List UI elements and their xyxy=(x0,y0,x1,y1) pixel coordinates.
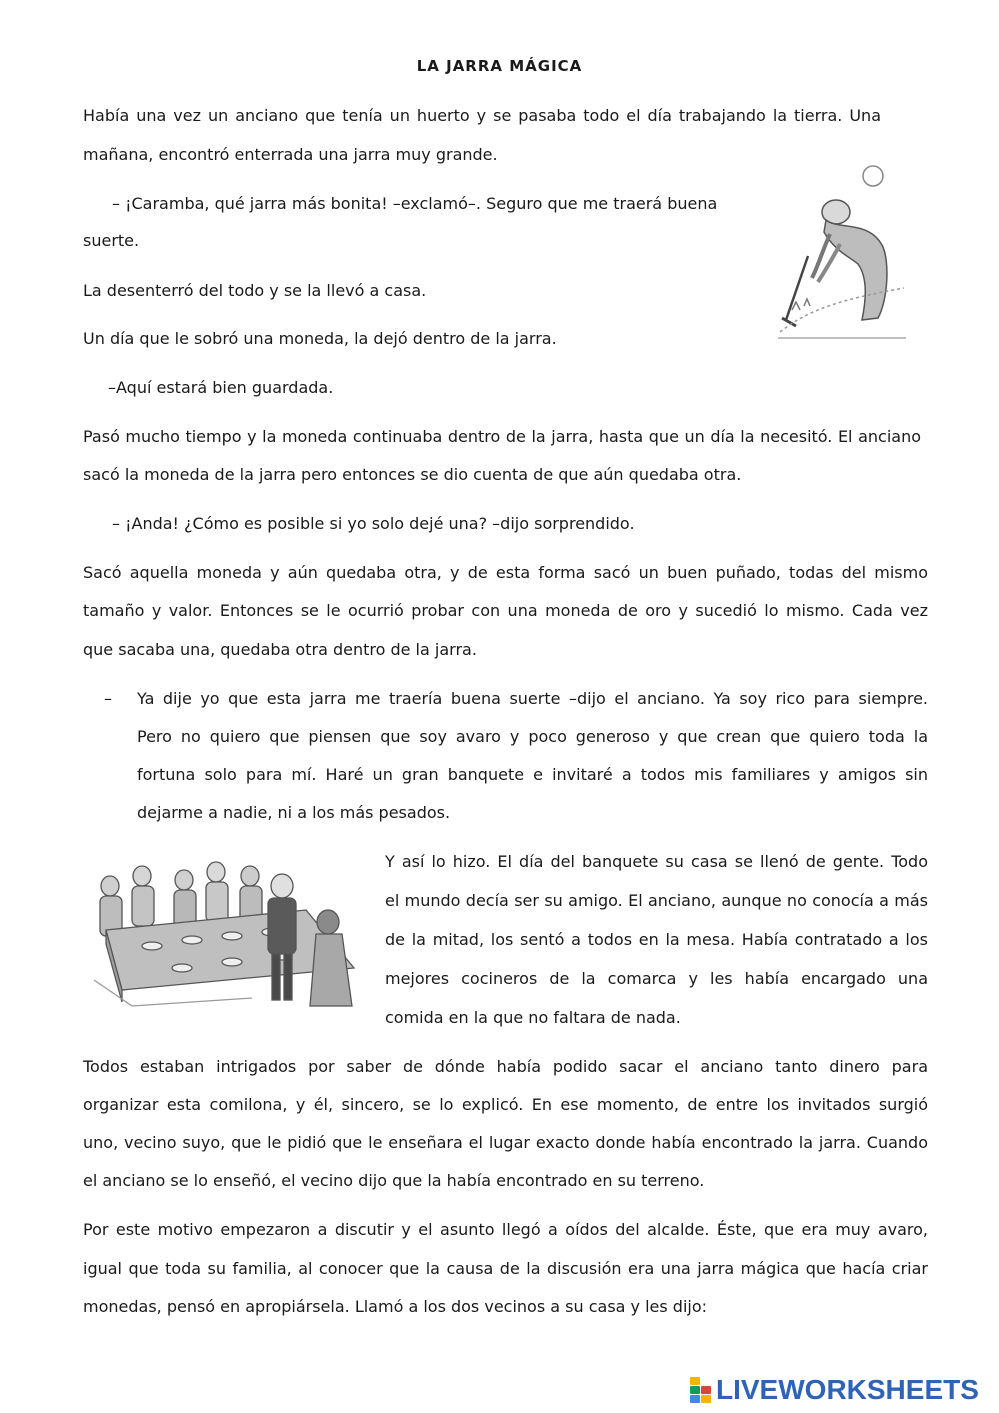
dialogue-line: – ¡Anda! ¿Cómo es posible si yo solo dejé una? –dijo sorprendido. xyxy=(112,514,635,533)
paragraph-line: uno, vecino suyo, que le pidió que le enseñara el lugar exacto donde había encontrado la jarra. Cuando xyxy=(83,1133,928,1152)
brand-name: LIVEWORKSHEETS xyxy=(716,1374,979,1405)
dialogue-line: Pero no quiero que piensen que soy avaro y poco generoso y que crean que quiero toda la xyxy=(137,727,928,746)
paragraph-line: monedas, pensó en apropiársela. Llamó a los dos vecinos a su casa y les dijo: xyxy=(83,1297,708,1316)
paragraph-line: tamaño y valor. Entonces se le ocurrió probar con una moneda de oro y sucedió lo mismo. Cada vez xyxy=(83,601,928,620)
paragraph-line: Por este motivo empezaron a discutir y el asunto llegó a oídos del alcalde. Éste, que era muy avaro, xyxy=(83,1220,928,1239)
dialogue-line: –Aquí estará bien guardada. xyxy=(108,378,334,397)
paragraph-line: Todos estaban intrigados por saber de dónde había podido sacar el anciano tanto dinero para xyxy=(83,1057,928,1076)
paragraph-line: Sacó aquella moneda y aún quedaba otra, y de esta forma sacó un buen puñado, todas del mismo xyxy=(83,563,928,582)
dialogue-line: – ¡Caramba, qué jarra más bonita! –exclamó–. Seguro que me traerá buena xyxy=(112,194,718,213)
paragraph-line: organizar esta comilona, y él, sincero, se lo explicó. En ese momento, de entre los invitados surgió xyxy=(83,1095,928,1114)
paragraph-line: comida en la que no faltara de nada. xyxy=(385,1008,681,1027)
paragraph-line: Pasó mucho tiempo y la moneda continuaba dentro de la jarra, hasta que un día la necesitó. El anciano xyxy=(83,427,921,446)
paragraph-line: Y así lo hizo. El día del banquete su casa se llenó de gente. Todo xyxy=(385,852,928,871)
paragraph-line: de la mitad, los sentó a todos en la mesa. Había contratado a los xyxy=(385,930,928,949)
paragraph-line: mañana, encontró enterrada una jarra muy grande. xyxy=(83,145,498,164)
paragraph-line: el anciano se lo enseñó, el vecino dijo que la había encontrado en su terreno. xyxy=(83,1171,705,1190)
paragraph-line: igual que toda su familia, al conocer que la causa de la discusión era una jarra mágica que hacía criar xyxy=(83,1259,928,1278)
dialogue-line: dejarme a nadie, ni a los más pesados. xyxy=(137,803,451,822)
dialogue-line: Ya dije yo que esta jarra me traería buena suerte –dijo el anciano. Ya soy rico para siempre. xyxy=(137,689,928,708)
liveworksheets-brand xyxy=(690,1375,979,1405)
paragraph-line: Había una vez un anciano que tenía un huerto y se pasaba todo el día trabajando la tierra. Una xyxy=(83,106,881,125)
paragraph-line: La desenterró del todo y se la llevó a casa. xyxy=(83,281,427,300)
dialogue-line: fortuna solo para mí. Haré un gran banquete e invitaré a todos mis familiares y amigos sin xyxy=(137,765,928,784)
story-title: LA JARRA MÁGICA xyxy=(416,57,583,75)
paragraph-line: mejores cocineros de la comarca y les había encargado una xyxy=(385,969,928,988)
liveworksheets-logo-icon xyxy=(690,1377,712,1403)
paragraph-line: sacó la moneda de la jarra pero entonces se dio cuenta de que aún quedaba otra. xyxy=(83,465,742,484)
banquet-table-illustration xyxy=(92,850,364,1010)
paragraph-line: Un día que le sobró una moneda, la dejó dentro de la jarra. xyxy=(83,329,557,348)
paragraph-line: el mundo decía ser su amigo. El anciano, aunque no conocía a más xyxy=(385,891,928,910)
dialogue-dash: – xyxy=(104,689,112,708)
old-man-digging-illustration xyxy=(778,160,908,340)
paragraph-line: que sacaba una, quedaba otra dentro de la jarra. xyxy=(83,640,477,659)
dialogue-line: suerte. xyxy=(83,231,140,250)
